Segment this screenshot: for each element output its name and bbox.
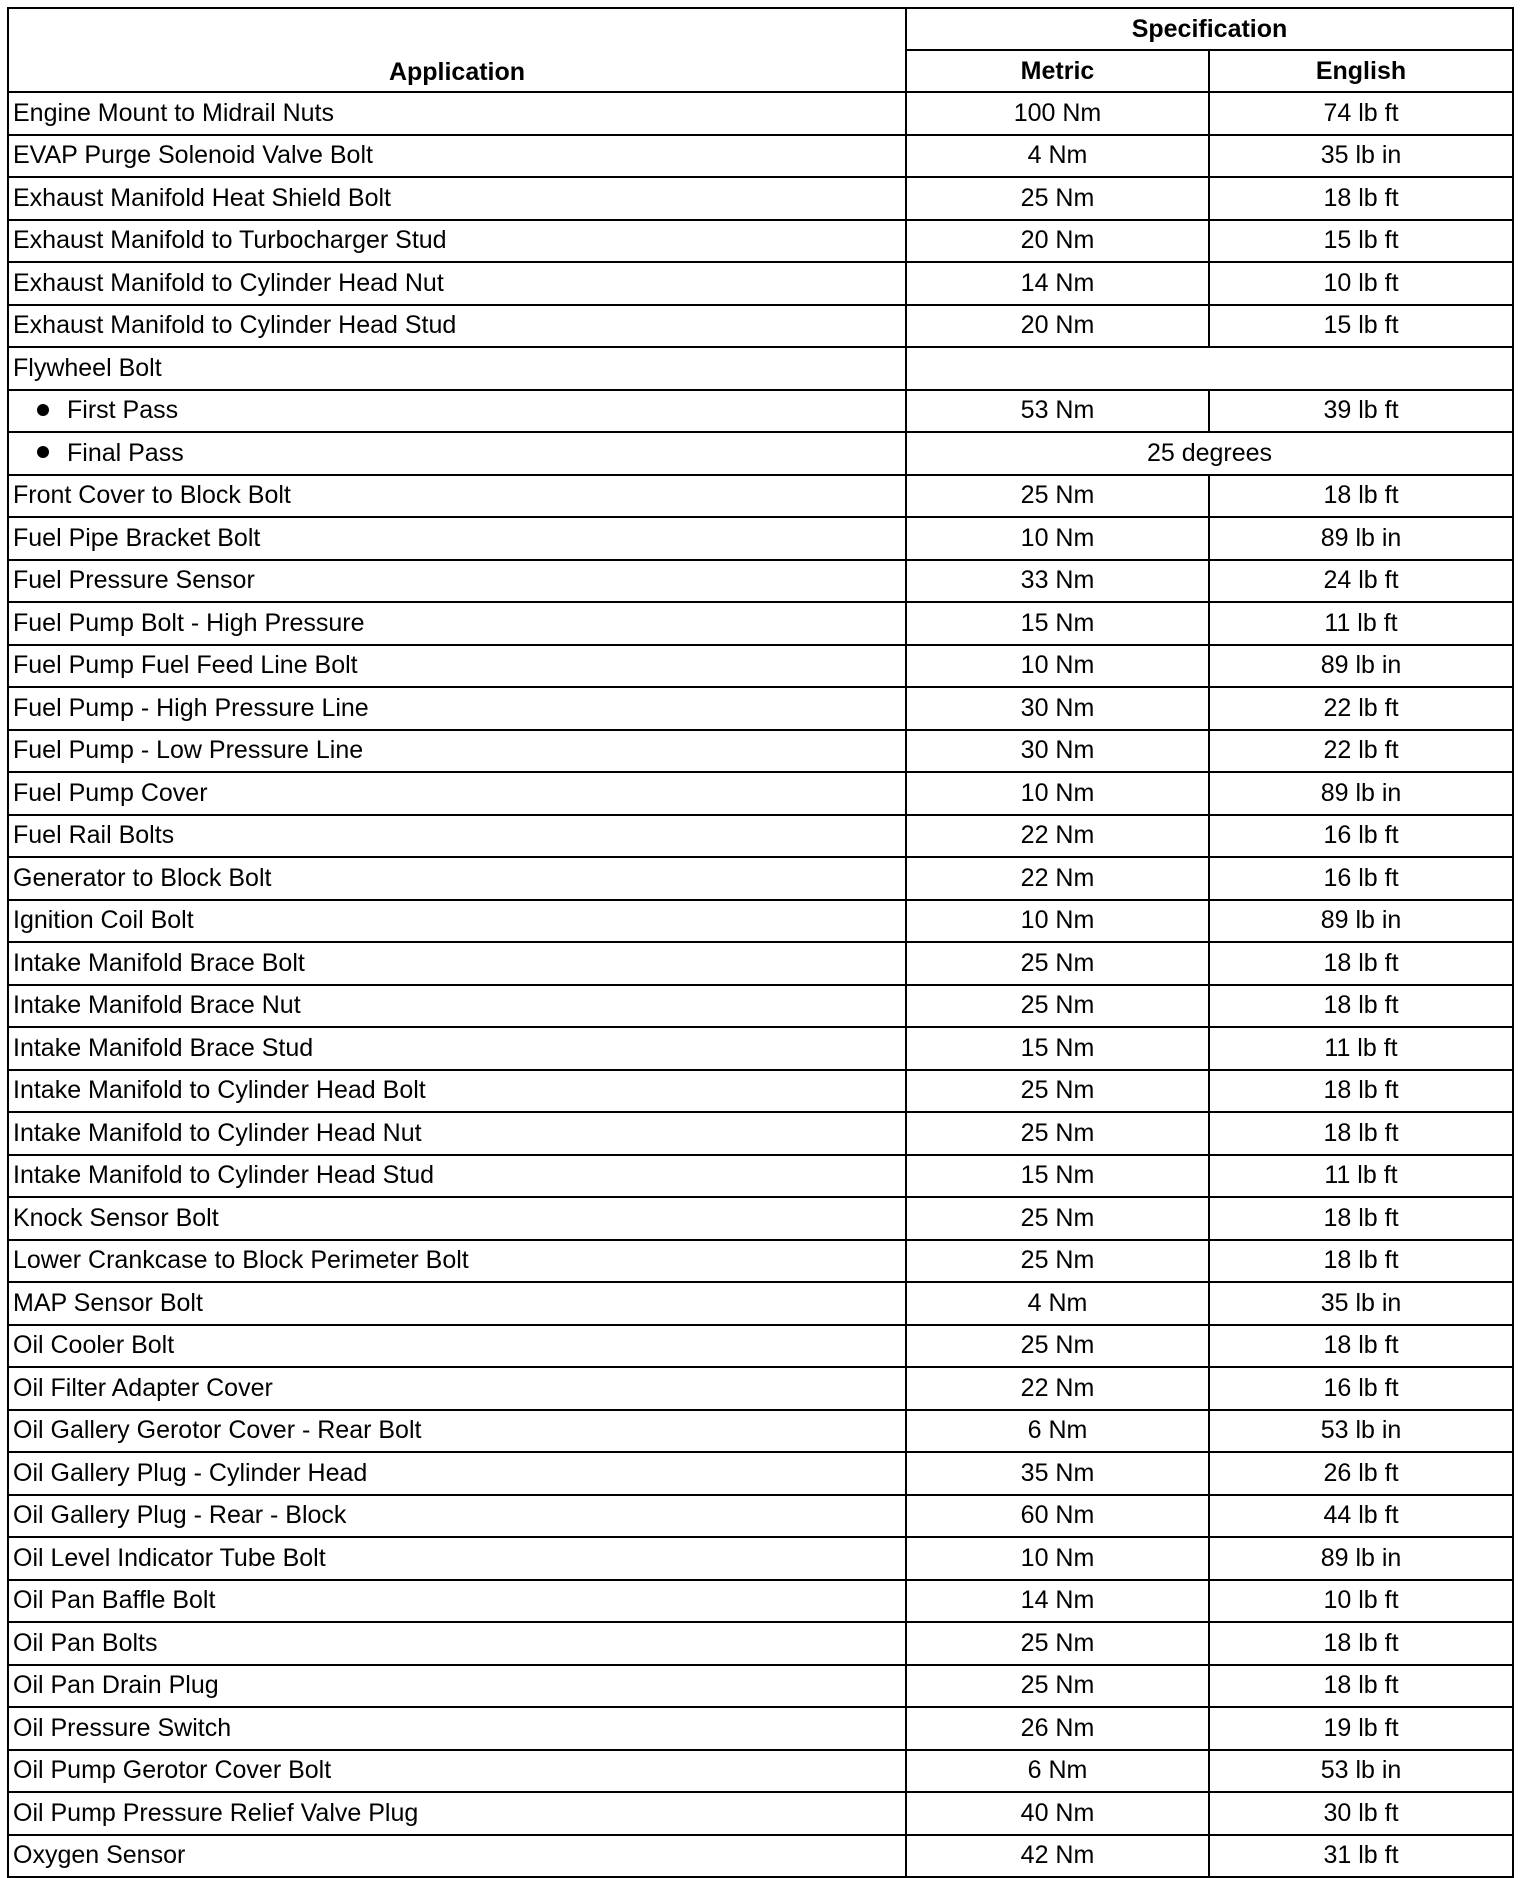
- table-row: [8, 560, 1513, 603]
- english-cell: 22 lb ft: [1209, 730, 1513, 773]
- metric-cell: 25 Nm: [906, 1112, 1209, 1155]
- metric-cell: 25 Nm: [906, 1240, 1209, 1283]
- application-cell: [8, 220, 906, 263]
- application-cell: [8, 645, 906, 688]
- torque-spec-table: [7, 7, 1514, 1878]
- table-row: [8, 772, 1513, 815]
- application-label: Oil Gallery Plug - Cylinder Head: [13, 1458, 368, 1487]
- application-cell: [8, 92, 906, 135]
- application-cell: [8, 602, 906, 645]
- application-label: Ignition Coil Bolt: [13, 906, 194, 935]
- application-label: Intake Manifold Brace Nut: [13, 991, 301, 1020]
- application-cell: [8, 1537, 906, 1580]
- table-row: [8, 432, 1513, 475]
- empty-spec-cell: [906, 347, 1513, 390]
- table-row: [8, 92, 1513, 135]
- application-cell: [8, 1197, 906, 1240]
- metric-cell: 35 Nm: [906, 1452, 1209, 1495]
- application-label: Oil Pan Baffle Bolt: [13, 1586, 216, 1615]
- metric-cell: 30 Nm: [906, 730, 1209, 773]
- table-row: [8, 942, 1513, 985]
- english-cell: 24 lb ft: [1209, 560, 1513, 603]
- english-cell: 89 lb in: [1209, 517, 1513, 560]
- application-cell: [8, 985, 906, 1028]
- table-row: [8, 687, 1513, 730]
- application-label: Final Pass: [67, 438, 184, 467]
- english-cell: 10 lb ft: [1209, 262, 1513, 305]
- english-cell: 15 lb ft: [1209, 220, 1513, 263]
- table-row: [8, 305, 1513, 348]
- table-row: [8, 1282, 1513, 1325]
- metric-cell: 10 Nm: [906, 772, 1209, 815]
- english-cell: 11 lb ft: [1209, 1027, 1513, 1070]
- english-cell: 10 lb ft: [1209, 1580, 1513, 1623]
- application-cell: [8, 1410, 906, 1453]
- metric-cell: 25 Nm: [906, 1665, 1209, 1708]
- metric-cell: 10 Nm: [906, 1537, 1209, 1580]
- application-cell: [8, 1835, 906, 1878]
- metric-cell: 10 Nm: [906, 517, 1209, 560]
- english-cell: 18 lb ft: [1209, 1665, 1513, 1708]
- metric-cell: 15 Nm: [906, 1027, 1209, 1070]
- application-cell: [8, 1240, 906, 1283]
- application-cell: [8, 1452, 906, 1495]
- application-cell: [8, 1792, 906, 1835]
- application-label: Exhaust Manifold to Cylinder Head Stud: [13, 311, 457, 340]
- table-row: [8, 730, 1513, 773]
- application-cell: [8, 1027, 906, 1070]
- application-cell: [8, 1367, 906, 1410]
- application-label: Oxygen Sensor: [13, 1841, 186, 1870]
- english-cell: 11 lb ft: [1209, 1155, 1513, 1198]
- table-row: [8, 1750, 1513, 1793]
- metric-cell: 25 Nm: [906, 177, 1209, 220]
- application-cell: [8, 1112, 906, 1155]
- english-cell: 18 lb ft: [1209, 1240, 1513, 1283]
- english-cell: 53 lb in: [1209, 1750, 1513, 1793]
- application-cell: [8, 347, 906, 390]
- application-label: Exhaust Manifold Heat Shield Bolt: [13, 183, 391, 212]
- metric-cell: 60 Nm: [906, 1495, 1209, 1538]
- application-cell: [8, 475, 906, 518]
- application-label: EVAP Purge Solenoid Valve Bolt: [13, 141, 373, 170]
- table-row: [8, 1580, 1513, 1623]
- application-cell: [8, 305, 906, 348]
- application-label: Fuel Pump Fuel Feed Line Bolt: [13, 651, 358, 680]
- metric-cell: 10 Nm: [906, 645, 1209, 688]
- metric-cell: 15 Nm: [906, 1155, 1209, 1198]
- metric-cell: 42 Nm: [906, 1835, 1209, 1878]
- metric-cell: 15 Nm: [906, 602, 1209, 645]
- application-label: MAP Sensor Bolt: [13, 1288, 203, 1317]
- english-cell: 89 lb in: [1209, 645, 1513, 688]
- application-label: Intake Manifold Brace Bolt: [13, 948, 305, 977]
- application-cell: [8, 1282, 906, 1325]
- bullet-icon: [37, 446, 49, 458]
- table-row: [8, 1325, 1513, 1368]
- metric-cell: 25 Nm: [906, 475, 1209, 518]
- application-cell: [8, 1580, 906, 1623]
- application-label: Generator to Block Bolt: [13, 863, 272, 892]
- english-cell: 35 lb in: [1209, 135, 1513, 178]
- application-label: Flywheel Bolt: [13, 353, 162, 382]
- table-row: [8, 602, 1513, 645]
- table-row: [8, 1707, 1513, 1750]
- application-cell: [8, 857, 906, 900]
- application-label: First Pass: [67, 396, 179, 425]
- application-label: Fuel Pump - High Pressure Line: [13, 693, 369, 722]
- application-cell: [8, 1495, 906, 1538]
- english-cell: 19 lb ft: [1209, 1707, 1513, 1750]
- english-cell: 11 lb ft: [1209, 602, 1513, 645]
- application-cell: [8, 772, 906, 815]
- metric-cell: 22 Nm: [906, 1367, 1209, 1410]
- application-label: Lower Crankcase to Block Perimeter Bolt: [13, 1246, 469, 1275]
- header-row-top: [8, 8, 1513, 50]
- application-label: Fuel Pressure Sensor: [13, 566, 255, 595]
- metric-cell: 33 Nm: [906, 560, 1209, 603]
- table-row: [8, 1070, 1513, 1113]
- metric-cell: 14 Nm: [906, 1580, 1209, 1623]
- application-label: Intake Manifold to Cylinder Head Nut: [13, 1118, 422, 1147]
- application-label: Knock Sensor Bolt: [13, 1203, 219, 1232]
- metric-cell: 22 Nm: [906, 857, 1209, 900]
- application-label: Oil Pump Pressure Relief Valve Plug: [13, 1798, 419, 1827]
- table-row: [8, 815, 1513, 858]
- merged-spec-cell: 25 degrees: [906, 432, 1513, 475]
- metric-cell: 20 Nm: [906, 305, 1209, 348]
- application-label: Fuel Pump Bolt - High Pressure: [13, 608, 365, 637]
- application-label: Oil Cooler Bolt: [13, 1331, 175, 1360]
- english-cell: 18 lb ft: [1209, 985, 1513, 1028]
- english-cell: 35 lb in: [1209, 1282, 1513, 1325]
- application-cell: [8, 560, 906, 603]
- application-label: Oil Filter Adapter Cover: [13, 1373, 273, 1402]
- english-cell: 26 lb ft: [1209, 1452, 1513, 1495]
- application-label: Oil Pump Gerotor Cover Bolt: [13, 1756, 332, 1785]
- metric-cell: 20 Nm: [906, 220, 1209, 263]
- application-cell: [8, 432, 906, 475]
- application-cell: [8, 517, 906, 560]
- english-cell: 18 lb ft: [1209, 1622, 1513, 1665]
- table-row: [8, 390, 1513, 433]
- application-label: Intake Manifold to Cylinder Head Bolt: [13, 1076, 426, 1105]
- table-row: [8, 1240, 1513, 1283]
- metric-cell: 14 Nm: [906, 262, 1209, 305]
- application-cell: [8, 730, 906, 773]
- english-cell: 18 lb ft: [1209, 177, 1513, 220]
- application-label: Oil Level Indicator Tube Bolt: [13, 1543, 326, 1572]
- english-cell: 22 lb ft: [1209, 687, 1513, 730]
- table-row: [8, 857, 1513, 900]
- application-cell: [8, 1325, 906, 1368]
- metric-cell: 4 Nm: [906, 135, 1209, 178]
- metric-cell: 25 Nm: [906, 942, 1209, 985]
- application-header: Application: [8, 8, 906, 92]
- english-cell: 74 lb ft: [1209, 92, 1513, 135]
- bullet-icon: [37, 404, 49, 416]
- table-row: [8, 347, 1513, 390]
- application-cell: [8, 1070, 906, 1113]
- table-row: [8, 1112, 1513, 1155]
- table-row: [8, 1197, 1513, 1240]
- english-header: English: [1209, 50, 1513, 92]
- table-row: [8, 1665, 1513, 1708]
- table-row: [8, 177, 1513, 220]
- application-label: Fuel Pipe Bracket Bolt: [13, 523, 261, 552]
- application-label: Oil Pan Drain Plug: [13, 1671, 219, 1700]
- application-label: Front Cover to Block Bolt: [13, 481, 291, 510]
- application-cell: [8, 1707, 906, 1750]
- table-row: [8, 1410, 1513, 1453]
- metric-cell: 25 Nm: [906, 985, 1209, 1028]
- metric-cell: 6 Nm: [906, 1750, 1209, 1793]
- application-cell: [8, 177, 906, 220]
- table-row: [8, 645, 1513, 688]
- metric-cell: 26 Nm: [906, 1707, 1209, 1750]
- metric-cell: 40 Nm: [906, 1792, 1209, 1835]
- application-cell: [8, 135, 906, 178]
- english-cell: 89 lb in: [1209, 1537, 1513, 1580]
- application-label: Oil Gallery Plug - Rear - Block: [13, 1501, 347, 1530]
- metric-cell: 25 Nm: [906, 1197, 1209, 1240]
- english-cell: 16 lb ft: [1209, 857, 1513, 900]
- table-row: [8, 1155, 1513, 1198]
- english-cell: 18 lb ft: [1209, 475, 1513, 518]
- table-row: [8, 1027, 1513, 1070]
- table-row: [8, 1495, 1513, 1538]
- application-label: Fuel Rail Bolts: [13, 821, 175, 850]
- application-cell: [8, 1155, 906, 1198]
- metric-cell: 53 Nm: [906, 390, 1209, 433]
- table-row: [8, 1452, 1513, 1495]
- english-cell: 15 lb ft: [1209, 305, 1513, 348]
- table-row: [8, 262, 1513, 305]
- metric-cell: 100 Nm: [906, 92, 1209, 135]
- application-cell: [8, 687, 906, 730]
- table-row: [8, 1835, 1513, 1878]
- application-cell: [8, 1750, 906, 1793]
- application-label: Oil Pan Bolts: [13, 1628, 158, 1657]
- application-label: Intake Manifold to Cylinder Head Stud: [13, 1161, 435, 1190]
- metric-cell: 6 Nm: [906, 1410, 1209, 1453]
- table-row: [8, 517, 1513, 560]
- table-row: [8, 1367, 1513, 1410]
- english-cell: 18 lb ft: [1209, 1325, 1513, 1368]
- application-cell: [8, 942, 906, 985]
- table-row: [8, 985, 1513, 1028]
- application-label: Oil Pressure Switch: [13, 1713, 232, 1742]
- english-cell: 16 lb ft: [1209, 1367, 1513, 1410]
- english-cell: 18 lb ft: [1209, 1112, 1513, 1155]
- table-row: [8, 475, 1513, 518]
- table-row: [8, 1792, 1513, 1835]
- application-label: Engine Mount to Midrail Nuts: [13, 98, 334, 127]
- metric-cell: 4 Nm: [906, 1282, 1209, 1325]
- english-cell: 18 lb ft: [1209, 1197, 1513, 1240]
- application-cell: [8, 900, 906, 943]
- metric-cell: 22 Nm: [906, 815, 1209, 858]
- english-cell: 39 lb ft: [1209, 390, 1513, 433]
- english-cell: 18 lb ft: [1209, 942, 1513, 985]
- metric-cell: 30 Nm: [906, 687, 1209, 730]
- english-cell: 30 lb ft: [1209, 1792, 1513, 1835]
- application-label: Fuel Pump Cover: [13, 778, 208, 807]
- metric-header: Metric: [906, 50, 1209, 92]
- table-row: [8, 135, 1513, 178]
- english-cell: 16 lb ft: [1209, 815, 1513, 858]
- application-label: Exhaust Manifold to Cylinder Head Nut: [13, 268, 444, 297]
- metric-cell: 10 Nm: [906, 900, 1209, 943]
- english-cell: 44 lb ft: [1209, 1495, 1513, 1538]
- table-row: [8, 220, 1513, 263]
- english-cell: 53 lb in: [1209, 1410, 1513, 1453]
- specification-header: Specification: [906, 8, 1513, 50]
- english-cell: 31 lb ft: [1209, 1835, 1513, 1878]
- english-cell: 89 lb in: [1209, 772, 1513, 815]
- application-cell: [8, 390, 906, 433]
- metric-cell: 25 Nm: [906, 1070, 1209, 1113]
- table-row: [8, 900, 1513, 943]
- metric-cell: 25 Nm: [906, 1325, 1209, 1368]
- application-cell: [8, 815, 906, 858]
- application-cell: [8, 1665, 906, 1708]
- metric-cell: 25 Nm: [906, 1622, 1209, 1665]
- application-label: Oil Gallery Gerotor Cover - Rear Bolt: [13, 1416, 422, 1445]
- application-label: Fuel Pump - Low Pressure Line: [13, 736, 364, 765]
- table-row: [8, 1537, 1513, 1580]
- application-cell: [8, 262, 906, 305]
- english-cell: 89 lb in: [1209, 900, 1513, 943]
- table-row: [8, 1622, 1513, 1665]
- english-cell: 18 lb ft: [1209, 1070, 1513, 1113]
- application-cell: [8, 1622, 906, 1665]
- table-body: [8, 92, 1513, 1877]
- application-label: Exhaust Manifold to Turbocharger Stud: [13, 226, 447, 255]
- application-label: Intake Manifold Brace Stud: [13, 1033, 314, 1062]
